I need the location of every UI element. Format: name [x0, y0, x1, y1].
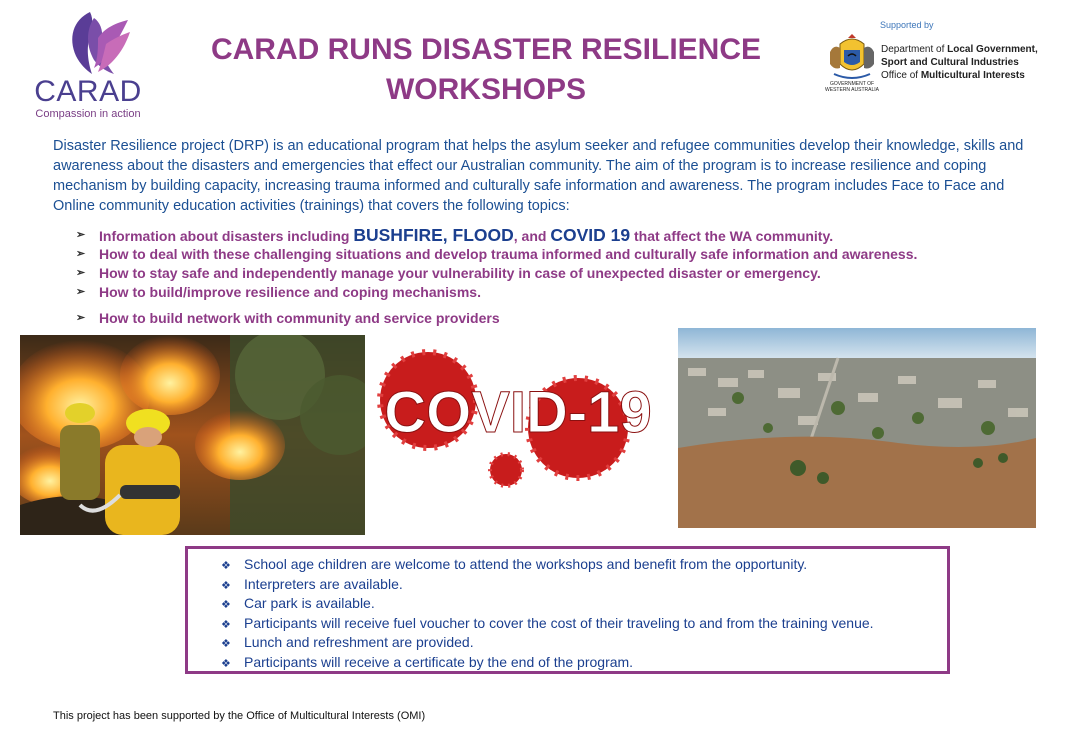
diamond-bullet-icon: ❖	[221, 618, 231, 631]
page-title: CARAD RUNS DISASTER RESILIENCE WORKSHOPS	[210, 33, 762, 106]
info-item: ❖ Car park is available.	[221, 595, 874, 615]
arrow-bullet-icon: ➢	[76, 248, 86, 260]
arrow-bullet-icon: ➢	[76, 267, 86, 279]
diamond-bullet-icon: ❖	[221, 579, 231, 592]
diamond-bullet-icon: ❖	[221, 599, 231, 612]
info-item: ❖ Participants will receive a certificate by the end of the program.	[221, 654, 874, 674]
carad-logo	[28, 8, 148, 123]
info-item: ❖ Participants will receive fuel voucher to cover the cost of their traveling to and from the training venue.	[221, 615, 874, 635]
department-block	[881, 43, 1038, 82]
topic-item: ➢ Information about disasters including BUSHFIRE, FLOOD, and COVID 19 that affect the WA community.	[76, 225, 834, 245]
bushfire-flood-highlight: BUSHFIRE, FLOOD	[353, 225, 514, 245]
topic-item: ➢ How to stay safe and independently manage your vulnerability in case of unexpected disaster or emergency.	[76, 265, 821, 281]
diamond-bullet-icon: ❖	[221, 657, 231, 670]
hand-heart-icon	[28, 8, 148, 78]
covid-image	[366, 340, 671, 540]
diamond-bullet-icon: ❖	[221, 560, 231, 572]
covid-highlight: COVID 19	[550, 225, 631, 245]
arrow-bullet-icon: ➢	[76, 312, 86, 324]
topic-item: ➢ How to build/improve resilience and coping mechanisms.	[76, 284, 481, 300]
topic-item: ➢ How to build network with community and service providers	[76, 310, 500, 326]
info-list	[221, 556, 874, 674]
arrow-bullet-icon: ➢	[76, 229, 86, 241]
supported-by-label: Supported by	[880, 20, 934, 30]
footer-note: This project has been supported by the Office of Multicultural Interests (OMI)	[53, 710, 426, 722]
diamond-bullet-icon: ❖	[221, 638, 231, 651]
info-item: ❖ School age children are welcome to attend the workshops and benefit from the opportunity.	[221, 556, 874, 576]
logo-tagline: Compassion in action	[35, 108, 141, 120]
department-line-3: Office of Multicultural Interests	[881, 70, 1025, 81]
bushfire-image	[20, 335, 365, 535]
info-item: ❖ Interpreters are available.	[221, 576, 874, 596]
arrow-bullet-icon: ➢	[76, 286, 86, 298]
crest-caption: GOVERNMENT OF WESTERN AUSTRALIA	[825, 81, 879, 93]
topics-list	[76, 226, 1056, 328]
info-box	[185, 546, 950, 674]
department-line-1: Department of Local Government,	[881, 44, 1038, 55]
covid-image-text: COVID-19	[384, 380, 652, 445]
logo-name: CARAD	[34, 75, 142, 108]
intro-paragraph: Disaster Resilience project (DRP) is an educational program that helps the asylum seeker and refugee communities develop their knowledge, skills and awareness about the disasters and emergencies that effect our Australian community. The aim of the program is to increase resilience and coping mechanism by building capacity, increasing trauma informed and culturally safe information and awareness. The program includes Face to Face and Online community education activities (trainings) that covers the following topics:	[53, 138, 1024, 214]
flood-image	[678, 328, 1036, 528]
department-line-2: Sport and Cultural Industries	[881, 57, 1019, 68]
topic-item: ➢ How to deal with these challenging situations and develop trauma informed and culturally safe information and awareness.	[76, 246, 918, 262]
info-item: ❖ Lunch and refreshment are provided.	[221, 634, 874, 654]
